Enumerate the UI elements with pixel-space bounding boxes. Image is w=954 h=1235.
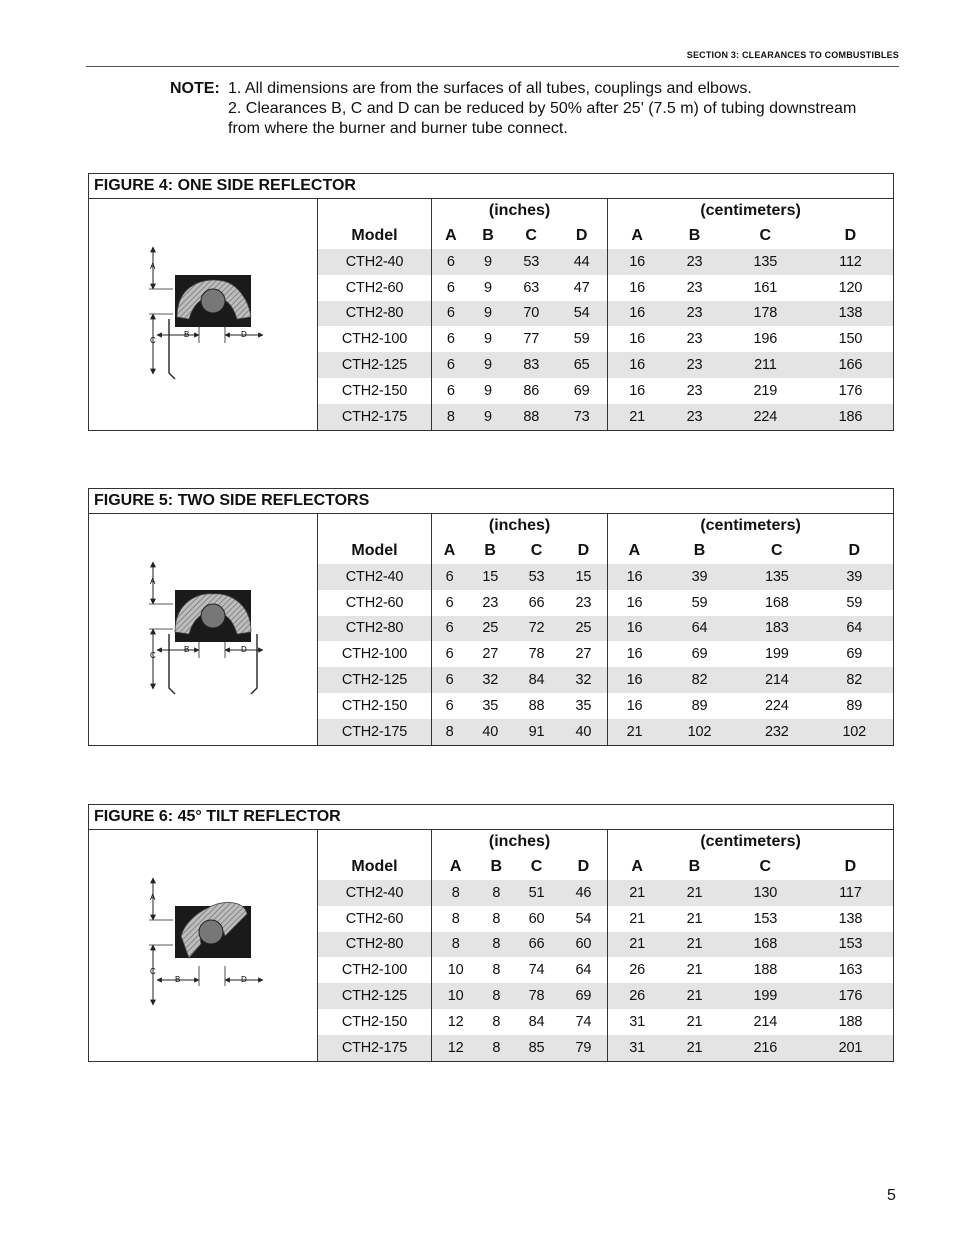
column-header: D <box>848 542 861 559</box>
value-cell: 135 <box>738 564 815 590</box>
dim-label-d: D <box>241 645 247 655</box>
value-cell: 9 <box>470 352 507 378</box>
value-cell: 16 <box>608 301 666 327</box>
column-header: B <box>688 227 701 244</box>
value-cell: 15 <box>467 564 513 590</box>
model-cell: CTH2-40 <box>318 249 432 275</box>
value-cell: 8 <box>432 932 480 958</box>
dim-label-b: B <box>184 645 190 655</box>
one-side-reflector-diagram <box>89 199 318 430</box>
value-cell: 8 <box>492 910 501 927</box>
value-cell: 79 <box>560 1035 608 1061</box>
value-cell: 16 <box>608 352 666 378</box>
dim-label-c: C <box>150 651 156 661</box>
unit-cm-header: (centimeters) <box>700 202 801 219</box>
table-row <box>318 352 893 378</box>
model-cell: CTH2-80 <box>318 932 432 958</box>
value-cell: 16 <box>626 594 643 611</box>
value-cell: 44 <box>556 249 608 275</box>
clearance-table <box>318 199 893 430</box>
model-cell: CTH2-150 <box>318 693 432 719</box>
model-cell: CTH2-125 <box>318 983 432 1009</box>
value-cell: 168 <box>765 594 789 611</box>
value-cell: 16 <box>629 382 645 399</box>
dim-label-c: C <box>150 336 156 346</box>
value-cell: 16 <box>629 279 645 296</box>
value-cell: 85 <box>513 1035 559 1061</box>
column-header: Model <box>318 538 432 564</box>
column-header: C <box>771 542 783 559</box>
value-cell: 16 <box>608 249 666 275</box>
value-cell: 16 <box>629 331 645 348</box>
value-cell: 178 <box>723 301 808 327</box>
value-cell: 21 <box>608 932 666 958</box>
value-cell: 183 <box>738 616 815 642</box>
value-cell: 6 <box>432 352 470 378</box>
table-row <box>318 275 893 301</box>
value-cell: 59 <box>556 326 608 352</box>
value-cell: 8 <box>479 880 513 906</box>
value-cell: 8 <box>492 962 501 979</box>
value-cell: 102 <box>815 719 893 745</box>
value-cell: 66 <box>528 594 545 611</box>
value-cell: 214 <box>738 667 815 693</box>
value-cell: 6 <box>445 594 454 611</box>
value-cell: 21 <box>608 719 661 745</box>
value-cell: 176 <box>808 983 893 1009</box>
table-row <box>318 249 893 275</box>
column-header: Model <box>318 854 432 880</box>
value-cell: 8 <box>451 910 460 927</box>
value-cell: 6 <box>432 249 470 275</box>
note-block <box>170 79 900 139</box>
column-header: D <box>560 854 608 880</box>
note-label: NOTE: <box>170 80 220 97</box>
value-cell: 66 <box>513 932 559 958</box>
column-header: B <box>693 542 706 559</box>
value-cell: 199 <box>765 646 789 663</box>
value-cell: 77 <box>523 331 540 348</box>
value-cell: 60 <box>528 910 545 927</box>
column-header: D <box>556 223 608 249</box>
value-cell: 186 <box>808 404 893 430</box>
column-header: C <box>525 227 537 244</box>
table-row <box>318 1035 893 1061</box>
value-cell: 69 <box>560 983 608 1009</box>
value-cell: 8 <box>432 880 480 906</box>
value-cell: 6 <box>445 697 454 714</box>
model-cell: CTH2-80 <box>318 616 432 642</box>
value-cell: 224 <box>723 404 808 430</box>
value-cell: 39 <box>815 564 893 590</box>
table-row <box>318 667 893 693</box>
value-cell: 16 <box>608 667 661 693</box>
value-cell: 64 <box>661 616 738 642</box>
value-cell: 78 <box>528 646 545 663</box>
section-header: SECTION 3: CLEARANCES TO COMBUSTIBLES <box>86 50 899 67</box>
value-cell: 135 <box>723 249 808 275</box>
value-cell: 8 <box>479 1035 513 1061</box>
value-cell: 163 <box>838 962 863 979</box>
value-cell: 31 <box>608 1035 666 1061</box>
column-header: B <box>688 858 701 875</box>
value-cell: 32 <box>560 667 608 693</box>
value-cell: 6 <box>432 564 468 590</box>
table-row <box>318 404 893 430</box>
model-cell: CTH2-175 <box>318 719 432 745</box>
value-cell: 54 <box>560 906 608 932</box>
value-cell: 117 <box>808 880 893 906</box>
value-cell: 31 <box>629 1013 645 1030</box>
table-row <box>318 906 893 932</box>
value-cell: 69 <box>846 646 863 663</box>
value-cell: 89 <box>846 697 863 714</box>
value-cell: 166 <box>808 352 893 378</box>
value-cell: 23 <box>686 382 703 399</box>
value-cell: 16 <box>626 646 643 663</box>
value-cell: 216 <box>723 1035 808 1061</box>
reflector-illustration <box>133 554 273 704</box>
table-row <box>318 1009 893 1035</box>
model-cell: CTH2-40 <box>318 880 432 906</box>
unit-cm-header: (centimeters) <box>700 833 801 850</box>
value-cell: 23 <box>686 279 703 296</box>
value-cell: 27 <box>482 646 499 663</box>
value-cell: 112 <box>808 249 893 275</box>
table-row <box>318 378 893 404</box>
column-header: A <box>631 858 643 875</box>
value-cell: 6 <box>432 301 470 327</box>
column-header: A <box>628 542 641 559</box>
value-cell: 6 <box>446 331 455 348</box>
value-cell: 69 <box>691 646 708 663</box>
value-cell: 130 <box>723 880 808 906</box>
value-cell: 9 <box>484 279 492 296</box>
value-cell: 54 <box>556 301 608 327</box>
value-cell: 138 <box>838 910 863 927</box>
dim-label-b: B <box>175 975 181 985</box>
table-row <box>318 301 893 327</box>
column-header: D <box>844 227 857 244</box>
model-cell: CTH2-100 <box>318 326 432 352</box>
value-cell: 72 <box>513 616 559 642</box>
value-cell: 51 <box>513 880 559 906</box>
figure-5 <box>88 488 894 746</box>
value-cell: 59 <box>846 594 863 611</box>
value-cell: 23 <box>686 331 703 348</box>
value-cell: 219 <box>753 382 778 399</box>
reflector-illustration <box>133 870 273 1020</box>
table-row <box>318 641 893 667</box>
value-cell: 78 <box>513 983 559 1009</box>
column-header: D <box>560 538 608 564</box>
value-cell: 153 <box>753 910 778 927</box>
value-cell: 161 <box>753 279 778 296</box>
model-cell: CTH2-125 <box>318 667 432 693</box>
value-cell: 25 <box>467 616 513 642</box>
value-cell: 60 <box>560 932 608 958</box>
column-header: C <box>759 858 772 875</box>
value-cell: 21 <box>666 983 723 1009</box>
value-cell: 86 <box>523 382 540 399</box>
value-cell: 12 <box>432 1035 480 1061</box>
value-cell: 25 <box>560 616 608 642</box>
value-cell: 168 <box>723 932 808 958</box>
value-cell: 35 <box>482 697 499 714</box>
clearance-table <box>318 830 893 1061</box>
unit-inches-header: (inches) <box>432 514 608 538</box>
model-cell: CTH2-100 <box>318 957 432 983</box>
value-cell: 10 <box>432 983 480 1009</box>
value-cell: 82 <box>661 667 738 693</box>
value-cell: 120 <box>838 279 863 296</box>
dim-label-c: C <box>150 967 156 977</box>
column-header: D <box>844 858 857 875</box>
note-line-1: 1. All dimensions are from the surfaces of all tubes, couplings and elbows. <box>228 80 752 97</box>
value-cell: 32 <box>467 667 513 693</box>
dim-label-b: B <box>184 330 190 340</box>
dim-label-d: D <box>241 975 247 985</box>
value-cell: 40 <box>560 719 608 745</box>
value-cell: 21 <box>666 880 723 906</box>
value-cell: 23 <box>666 301 723 327</box>
value-cell: 27 <box>560 641 608 667</box>
value-cell: 10 <box>447 962 464 979</box>
value-cell: 214 <box>753 1013 778 1030</box>
value-cell: 23 <box>666 249 723 275</box>
value-cell: 12 <box>447 1013 464 1030</box>
value-cell: 8 <box>432 719 468 745</box>
column-header: B <box>490 858 503 875</box>
value-cell: 9 <box>470 249 507 275</box>
value-cell: 53 <box>506 249 556 275</box>
value-cell: 199 <box>723 983 808 1009</box>
value-cell: 8 <box>479 932 513 958</box>
unit-inches-header: (inches) <box>432 830 608 854</box>
column-header: C <box>530 858 543 875</box>
value-cell: 21 <box>686 910 703 927</box>
value-cell: 9 <box>484 331 492 348</box>
value-cell: 6 <box>432 667 468 693</box>
value-cell: 70 <box>506 301 556 327</box>
value-cell: 232 <box>738 719 815 745</box>
table-row <box>318 957 893 983</box>
table-row <box>318 719 893 745</box>
value-cell: 16 <box>626 697 643 714</box>
model-cell: CTH2-60 <box>318 590 432 616</box>
value-cell: 21 <box>686 962 703 979</box>
value-cell: 211 <box>723 352 808 378</box>
value-cell: 176 <box>838 382 863 399</box>
value-cell: 21 <box>666 1035 723 1061</box>
table-row <box>318 326 893 352</box>
value-cell: 73 <box>556 404 608 430</box>
value-cell: 23 <box>666 352 723 378</box>
figure-title: FIGURE 6: 45° TILT REFLECTOR <box>89 805 893 830</box>
model-cell: CTH2-175 <box>318 404 432 430</box>
value-cell: 74 <box>560 1009 608 1035</box>
tilt-reflector-diagram <box>89 830 318 1061</box>
dim-label-a: A <box>150 577 156 587</box>
value-cell: 40 <box>467 719 513 745</box>
value-cell: 9 <box>470 301 507 327</box>
value-cell: 88 <box>506 404 556 430</box>
value-cell: 9 <box>470 404 507 430</box>
value-cell: 8 <box>479 983 513 1009</box>
model-cell: CTH2-150 <box>318 1009 432 1035</box>
table-row <box>318 616 893 642</box>
value-cell: 39 <box>661 564 738 590</box>
value-cell: 21 <box>629 910 645 927</box>
value-cell: 35 <box>560 693 608 719</box>
value-cell: 23 <box>666 404 723 430</box>
table-row <box>318 590 893 616</box>
column-header: B <box>482 227 494 244</box>
column-header: C <box>759 227 772 244</box>
value-cell: 6 <box>446 382 455 399</box>
unit-inches-header: (inches) <box>432 199 608 223</box>
value-cell: 201 <box>808 1035 893 1061</box>
value-cell: 138 <box>808 301 893 327</box>
table-row <box>318 983 893 1009</box>
value-cell: 188 <box>753 962 778 979</box>
model-cell: CTH2-125 <box>318 352 432 378</box>
table-row <box>318 880 893 906</box>
value-cell: 64 <box>815 616 893 642</box>
column-header: A <box>449 858 462 875</box>
figure-6 <box>88 804 894 1062</box>
value-cell: 47 <box>556 275 608 301</box>
value-cell: 88 <box>528 697 545 714</box>
model-cell: CTH2-40 <box>318 564 432 590</box>
dim-label-d: D <box>241 330 247 340</box>
value-cell: 15 <box>560 564 608 590</box>
reflector-illustration <box>133 239 273 389</box>
value-cell: 84 <box>513 667 559 693</box>
value-cell: 6 <box>432 616 468 642</box>
value-cell: 153 <box>808 932 893 958</box>
value-cell: 53 <box>513 564 559 590</box>
value-cell: 46 <box>560 880 608 906</box>
note-line-3: from where the burner and burner tube connect. <box>228 120 568 137</box>
two-side-reflectors-diagram <box>89 514 318 745</box>
value-cell: 150 <box>838 331 863 348</box>
value-cell: 64 <box>560 957 608 983</box>
figure-title: FIGURE 5: TWO SIDE REFLECTORS <box>89 489 893 514</box>
table-row <box>318 693 893 719</box>
value-cell: 9 <box>484 382 492 399</box>
value-cell: 21 <box>666 932 723 958</box>
value-cell: 59 <box>691 594 708 611</box>
column-header: Model <box>318 223 432 249</box>
value-cell: 74 <box>528 962 545 979</box>
value-cell: 23 <box>560 590 608 616</box>
value-cell: 23 <box>482 594 499 611</box>
value-cell: 26 <box>608 983 666 1009</box>
value-cell: 82 <box>815 667 893 693</box>
value-cell: 16 <box>608 616 661 642</box>
value-cell: 8 <box>492 1013 501 1030</box>
page-number: 5 <box>887 1187 896 1204</box>
figure-4 <box>88 173 894 431</box>
value-cell: 188 <box>838 1013 863 1030</box>
unit-cm-header: (centimeters) <box>700 517 801 534</box>
model-cell: CTH2-80 <box>318 301 432 327</box>
value-cell: 91 <box>513 719 559 745</box>
model-cell: CTH2-100 <box>318 641 432 667</box>
value-cell: 6 <box>445 646 454 663</box>
value-cell: 21 <box>608 404 666 430</box>
dim-label-a: A <box>150 893 156 903</box>
value-cell: 26 <box>629 962 645 979</box>
dim-label-a: A <box>150 262 156 272</box>
value-cell: 65 <box>556 352 608 378</box>
model-cell: CTH2-60 <box>318 275 432 301</box>
column-header: C <box>530 542 543 559</box>
column-header: A <box>443 542 456 559</box>
value-cell: 6 <box>446 279 455 296</box>
column-header: A <box>445 227 457 244</box>
column-header: A <box>631 227 643 244</box>
value-cell: 69 <box>556 378 608 404</box>
model-cell: CTH2-60 <box>318 906 432 932</box>
value-cell: 16 <box>608 564 661 590</box>
value-cell: 8 <box>432 404 470 430</box>
clearance-table <box>318 514 893 745</box>
value-cell: 196 <box>753 331 778 348</box>
table-row <box>318 564 893 590</box>
value-cell: 89 <box>691 697 708 714</box>
model-cell: CTH2-175 <box>318 1035 432 1061</box>
model-cell: CTH2-150 <box>318 378 432 404</box>
value-cell: 84 <box>528 1013 545 1030</box>
value-cell: 83 <box>506 352 556 378</box>
table-row <box>318 932 893 958</box>
value-cell: 102 <box>661 719 738 745</box>
value-cell: 21 <box>686 1013 703 1030</box>
note-line-2: 2. Clearances B, C and D can be reduced by 50% after 25' (7.5 m) of tubing downstream <box>228 100 857 117</box>
figure-title: FIGURE 4: ONE SIDE REFLECTOR <box>89 174 893 199</box>
value-cell: 21 <box>608 880 666 906</box>
value-cell: 224 <box>765 697 789 714</box>
value-cell: 63 <box>523 279 540 296</box>
column-header: B <box>484 542 496 559</box>
